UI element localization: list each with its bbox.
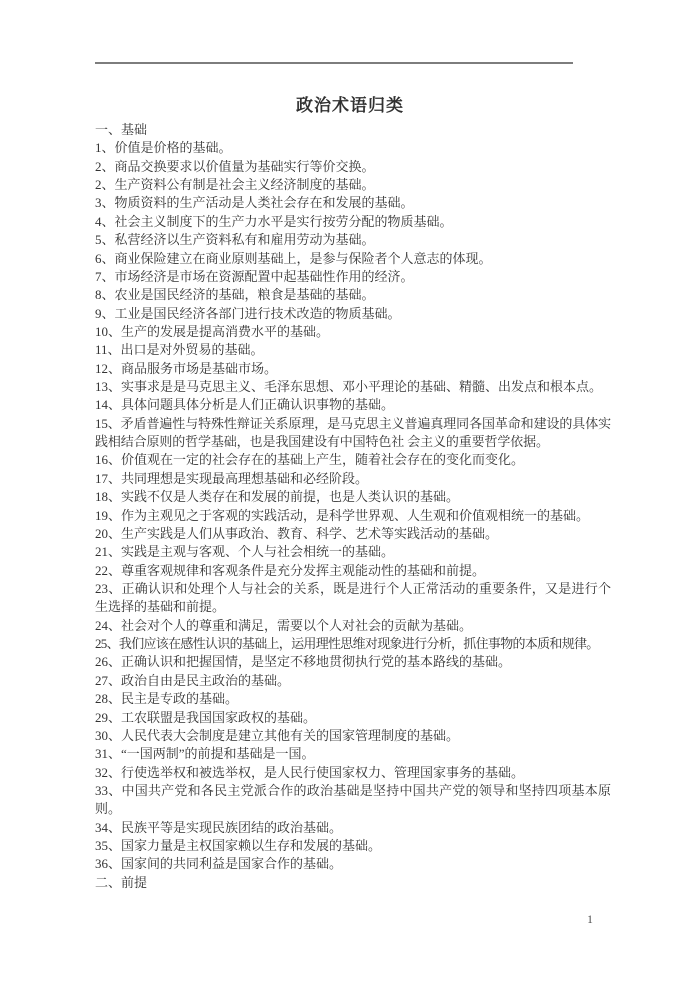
doc-line: 8、农业是国民经济的基础，粮食是基础的基础。 xyxy=(95,287,375,303)
doc-line: 3、物质资料的生产活动是人类社会存在和发展的基础。 xyxy=(95,195,414,211)
doc-line: 34、民族平等是实现民族团结的政治基础。 xyxy=(95,819,343,835)
doc-line: 28、民主是专政的基础。 xyxy=(95,691,239,707)
doc-line: 26、正确认识和把握国情，是坚定不移地贯彻执行党的基本路线的基础。 xyxy=(95,654,512,670)
doc-line: 6、商业保险建立在商业原则基础上，是参与保险者个人意志的体现。 xyxy=(95,250,492,266)
section-heading: 二、前提 xyxy=(95,874,148,890)
doc-line: 5、私营经济以生产资料私有和雇用劳动为基础。 xyxy=(95,232,375,248)
doc-line: 19、作为主观见之于客观的实践活动，是科学世界观、人生观和价值观相统一的基础。 xyxy=(95,507,590,523)
doc-line: 23、正确认识和处理个人与社会的关系，既是进行个人正常活动的重要条件，又是进行个生选择的基础和前提。 xyxy=(95,580,611,615)
doc-line: 2、生产资料公有制是社会主义经济制度的基础。 xyxy=(95,177,375,193)
doc-line: 11、出口是对外贸易的基础。 xyxy=(95,342,264,358)
doc-line: 20、生产实践是人们从事政治、教育、科学、艺术等实践活动的基础。 xyxy=(95,525,499,541)
page-title: 政治术语归类 xyxy=(296,96,404,115)
document-body xyxy=(95,121,611,892)
doc-line: 14、具体问题具体分析是人们正确认识事物的基础。 xyxy=(95,397,395,413)
doc-line: 15、矛盾普遍性与特殊性辩证关系原理，是马克思主义普遍真理同各国革命和建设的具体实践相结合原则的哲学基础，也是我国建设有中国特色社 会主义的重要哲学依据。 xyxy=(95,415,611,450)
section-heading: 一、基础 xyxy=(95,122,148,137)
page-number: 1 xyxy=(587,914,593,926)
doc-line: 18、实践不仅是人类存在和发展的前提，也是人类认识的基础。 xyxy=(95,489,460,505)
doc-line: 7、市场经济是市场在资源配置中起基础性作用的经济。 xyxy=(95,268,414,284)
doc-line: 4、社会主义制度下的生产力水平是实行按劳分配的物质基础。 xyxy=(95,213,453,229)
doc-line: 25、我们应该在感性认识的基础上，运用理性思维对现象进行分析，抓住事物的本质和规律。 xyxy=(95,636,599,652)
doc-line: 12、商品服务市场是基础市场。 xyxy=(95,360,278,376)
doc-line: 33、中国共产党和各民主党派合作的政治基础是坚持中国共产党的领导和坚持四项基本原则。 xyxy=(95,782,611,817)
doc-line: 9、工业是国民经济各部门进行技术改造的物质基础。 xyxy=(95,305,401,321)
doc-line: 35、国家力量是主权国家赖以生存和发展的基础。 xyxy=(95,838,382,854)
doc-line: 2、商品交换要求以价值量为基础实行等价交换。 xyxy=(95,158,375,174)
doc-line: 31、“一国两制”的前提和基础是一国。 xyxy=(95,746,315,762)
doc-line: 17、共同理想是实现最高理想基础和必经阶段。 xyxy=(95,470,369,486)
doc-line: 13、实事求是是马克思主义、毛泽东思想、邓小平理论的基础、精髓、出发点和根本点。 xyxy=(95,379,603,395)
doc-line: 21、实践是主观与客观、个人与社会相统一的基础。 xyxy=(95,544,395,560)
doc-line: 29、工农联盟是我国国家政权的基础。 xyxy=(95,709,317,725)
doc-line: 27、政治自由是民主政治的基础。 xyxy=(95,672,291,688)
doc-line: 32、行使选举权和被选举权，是人民行使国家权力、管理国家事务的基础。 xyxy=(95,764,525,780)
doc-line: 24、社会对个人的尊重和满足，需要以个人对社会的贡献为基础。 xyxy=(95,617,473,633)
header-divider xyxy=(95,62,573,64)
doc-line: 1、价值是价格的基础。 xyxy=(95,140,232,156)
doc-line: 10、生产的发展是提高消费水平的基础。 xyxy=(95,323,330,339)
doc-line: 22、尊重客观规律和客观条件是充分发挥主观能动性的基础和前提。 xyxy=(95,562,486,578)
doc-line: 30、人民代表大会制度是建立其他有关的国家管理制度的基础。 xyxy=(95,727,460,743)
doc-line: 36、国家间的共同利益是国家合作的基础。 xyxy=(95,856,343,872)
doc-line: 16、价值观在一定的社会存在的基础上产生，随着社会存在的变化而变化。 xyxy=(95,452,525,468)
